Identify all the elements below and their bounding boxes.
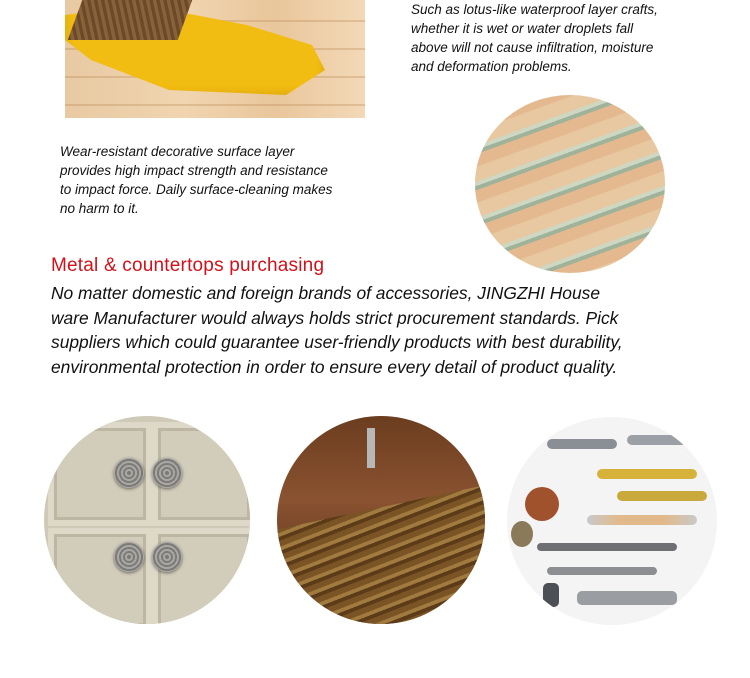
section-body-line-3: suppliers which could guarantee user-friendly products with best durability, bbox=[51, 332, 623, 352]
section-body-line-4: environmental protection in order to ensure every detail of product quality. bbox=[51, 356, 618, 377]
wood-grain-slab bbox=[277, 480, 485, 624]
mesh-knob-icon bbox=[152, 542, 182, 572]
section-title: Metal & countertops purchasing bbox=[51, 255, 325, 276]
wear-resistant-description bbox=[60, 142, 400, 218]
countertop-photo bbox=[277, 416, 485, 624]
stacked-boards-photo bbox=[475, 95, 665, 273]
faucet-icon bbox=[367, 428, 375, 468]
brush-bristles bbox=[68, 0, 193, 40]
wear-line-3: to impact force. Daily surface-cleaning makes bbox=[60, 182, 333, 197]
section-body-line-2: ware Manufacturer would always holds strict procurement standards. Pick bbox=[51, 307, 619, 328]
waterproof-line-4: and deformation problems. bbox=[411, 59, 572, 74]
waterproof-description bbox=[411, 0, 731, 76]
waterproof-line-3: above will not cause infiltration, moisture bbox=[411, 40, 654, 55]
waterproof-line-2: whether it is wet or water droplets fall bbox=[411, 21, 634, 36]
cabinet-knobs-photo bbox=[44, 416, 250, 624]
wear-line-1: Wear-resistant decorative surface layer bbox=[60, 144, 295, 159]
mesh-knob-icon bbox=[114, 542, 144, 572]
section-body bbox=[51, 281, 731, 379]
wear-line-2: provides high impact strength and resistance bbox=[60, 163, 328, 178]
paint-brush-photo bbox=[65, 0, 365, 118]
mesh-knob-icon bbox=[114, 458, 144, 488]
mesh-knob-icon bbox=[152, 458, 182, 488]
section-body-line-1: No matter domestic and foreign brands of accessories, JINGZHI House bbox=[51, 283, 601, 303]
wear-line-4: no harm to it. bbox=[60, 201, 139, 216]
waterproof-line-1: Such as lotus-like waterproof layer crafts, bbox=[411, 2, 658, 17]
cabinet-handles-photo bbox=[507, 417, 717, 625]
